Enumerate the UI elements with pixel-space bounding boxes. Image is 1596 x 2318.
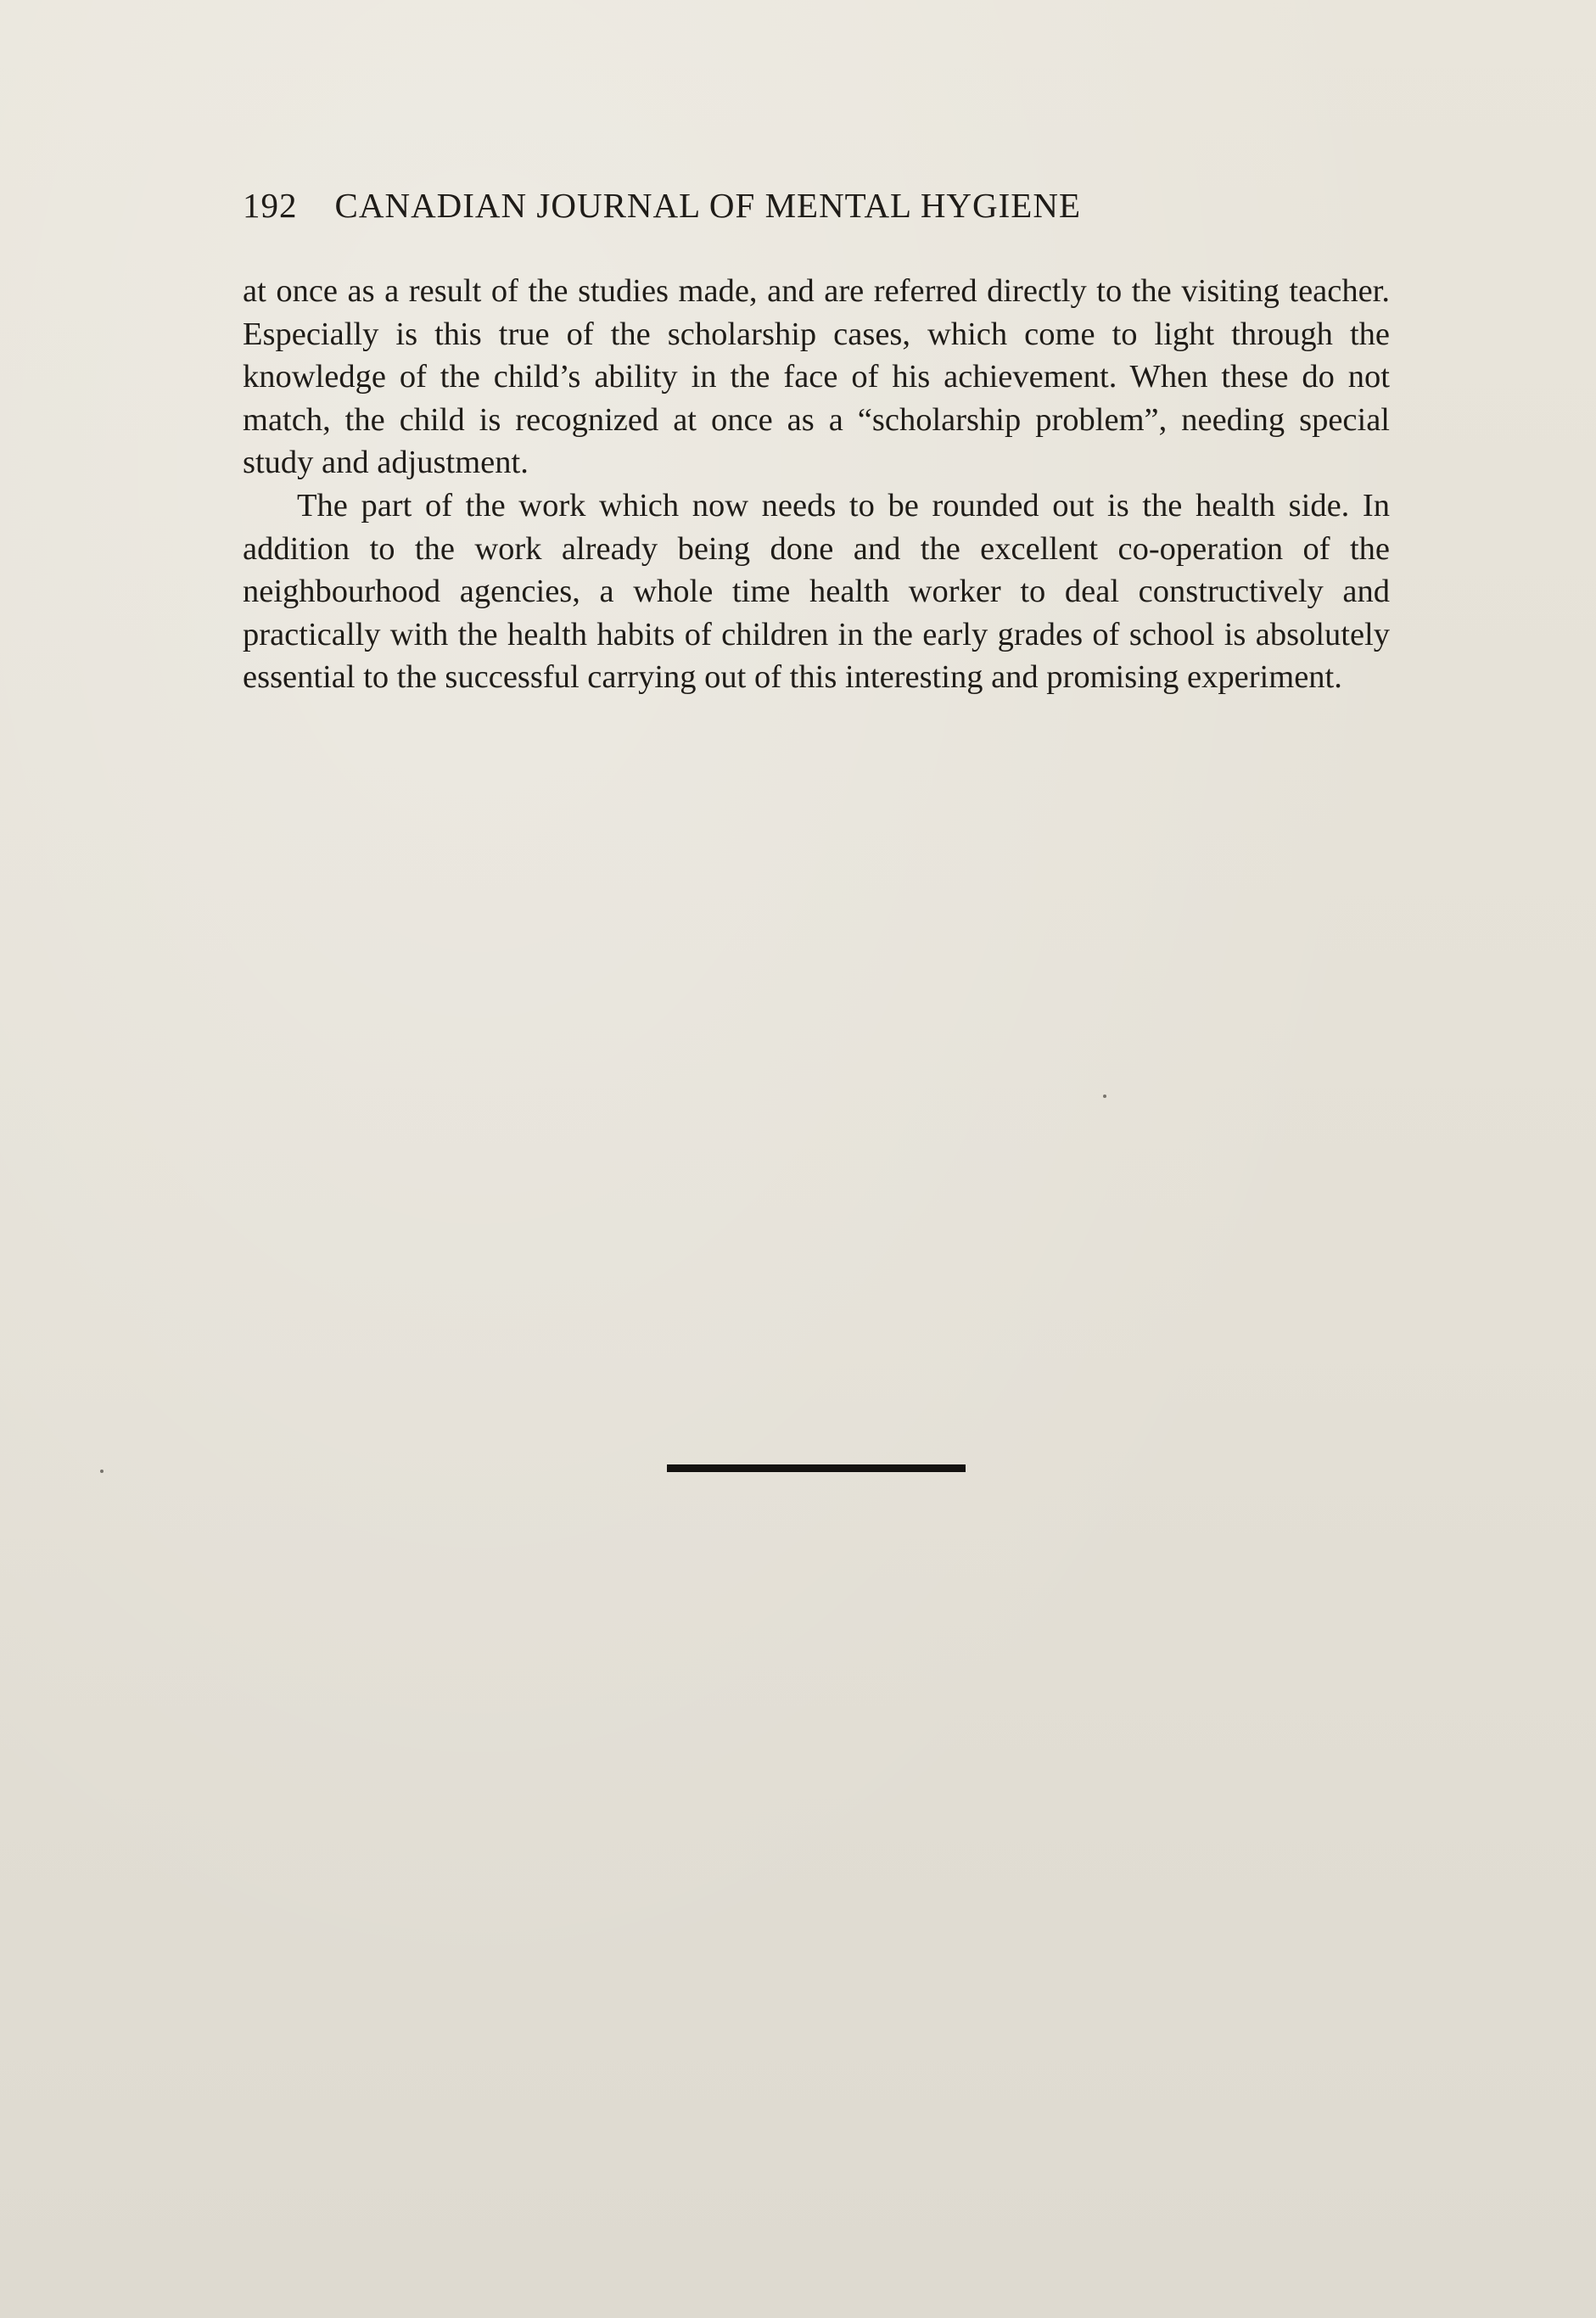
body-text — [243, 270, 1390, 699]
running-header — [243, 183, 1388, 227]
paragraph: at once as a result of the studies made, and are referred directly to the visiting teacher. Especially is this true of the scholarship cases, which come to light through the knowledge of the child’s ability in the face of his achievement. When these do not match, the child is recognized at once as a “scholarship problem”, needing special study and adjustment. — [243, 273, 1390, 481]
page-number: 192 — [243, 186, 298, 225]
speck — [100, 1470, 104, 1473]
bleed-through-texture — [234, 764, 1388, 806]
speck — [1103, 1095, 1106, 1098]
section-divider-rule — [667, 1464, 966, 1472]
paragraph: The part of the work which now needs to be rounded out is the health side. In addition to the work already being done and the excellent co-operation of the neighbourhood agencies, a whole time health worker to deal constructively and practically with the health habits of children in the early grades of school is absolutely essential to the successful carrying out of this interesting and promising experiment. — [243, 487, 1390, 696]
journal-title: CANADIAN JOURNAL OF MENTAL HYGIENE — [334, 186, 1082, 225]
